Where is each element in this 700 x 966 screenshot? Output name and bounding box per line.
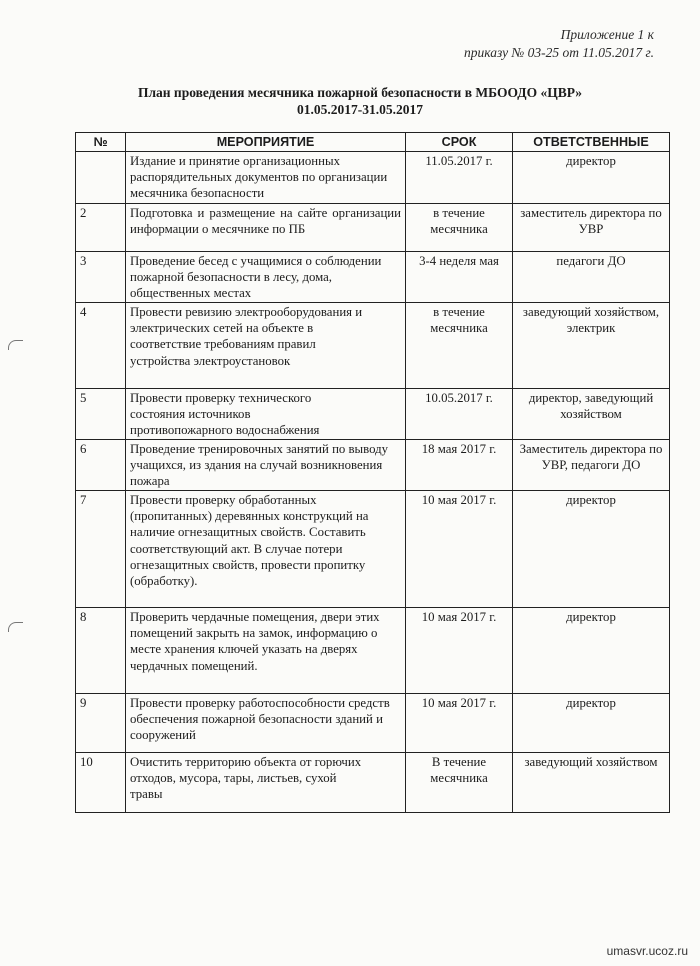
appendix-note: [464, 26, 654, 62]
row-responsible: заведующий хозяйством, электрик: [513, 303, 670, 389]
table-row: [76, 204, 670, 252]
column-header-responsible: ОТВЕТСТВЕННЫЕ: [513, 133, 670, 152]
row-responsible: директор, заведующий хозяйством: [513, 389, 670, 440]
row-date: 3-4 неделя мая: [406, 252, 513, 303]
table-row: [76, 152, 670, 204]
site-watermark: umasvr.ucoz.ru: [606, 944, 688, 958]
table-header-row: [76, 133, 670, 152]
row-date: в течение месячника: [406, 303, 513, 389]
punch-hole-mark: [8, 340, 23, 350]
row-date: 10 мая 2017 г.: [406, 491, 513, 608]
table-row: [76, 491, 670, 608]
row-responsible: директор: [513, 694, 670, 753]
row-responsible: заведующий хозяйством: [513, 753, 670, 813]
table-row: [76, 608, 670, 694]
row-number: 7: [76, 491, 126, 608]
row-event: Проверить чердачные помещения, двери этих помещений закрыть на замок, информацию о месте хранения ключей указать на дверях чердачных помещений.: [126, 608, 406, 694]
row-number: 8: [76, 608, 126, 694]
column-header-date: СРОК: [406, 133, 513, 152]
row-number: 6: [76, 440, 126, 491]
plan-table: [75, 132, 670, 813]
row-event: Подготовка и размещение на сайте организации информации о месячнике по ПБ: [126, 204, 406, 252]
table-row: [76, 440, 670, 491]
punch-hole-mark: [8, 622, 23, 632]
row-number: 9: [76, 694, 126, 753]
appendix-line-1: Приложение 1 к: [560, 27, 654, 42]
table-row: [76, 389, 670, 440]
row-date: в течение месячника: [406, 204, 513, 252]
column-header-event: МЕРОПРИЯТИЕ: [126, 133, 406, 152]
row-responsible: заместитель директора по УВР: [513, 204, 670, 252]
appendix-line-2: приказу № 03-25 от 11.05.2017 г.: [464, 45, 654, 60]
row-event: Провести проверку работоспособности средств обеспечения пожарной безопасности зданий и сооружений: [126, 694, 406, 753]
column-header-number: №: [76, 133, 126, 152]
table-row: [76, 303, 670, 389]
row-responsible: директор: [513, 608, 670, 694]
row-date: 18 мая 2017 г.: [406, 440, 513, 491]
row-responsible: директор: [513, 491, 670, 608]
row-date: 10.05.2017 г.: [406, 389, 513, 440]
row-event: Проведение тренировочных занятий по выводу учащихся, из здания на случай возникновения пожара: [126, 440, 406, 491]
table-row: [76, 753, 670, 813]
table-row: [76, 694, 670, 753]
row-responsible: педагоги ДО: [513, 252, 670, 303]
table-row: [76, 252, 670, 303]
row-date: 10 мая 2017 г.: [406, 694, 513, 753]
row-number: 4: [76, 303, 126, 389]
row-number: 3: [76, 252, 126, 303]
row-event: Проведение бесед с учащимися о соблюдении пожарной безопасности в лесу, дома, общественных местах: [126, 252, 406, 303]
row-date: 11.05.2017 г.: [406, 152, 513, 204]
row-number: 2: [76, 204, 126, 252]
document-title: [60, 84, 660, 118]
row-date: 10 мая 2017 г.: [406, 608, 513, 694]
row-responsible: Заместитель директора по УВР, педагоги ДО: [513, 440, 670, 491]
row-number: [76, 152, 126, 204]
row-date: В течение месячника: [406, 753, 513, 813]
row-event: Провести проверку обработанных (пропитанных) деревянных конструкций на наличие огнезащитных свойств. Составить соответствующий акт. В случае потери огнезащитных свойств, провести пропитку (обработку).: [126, 491, 406, 608]
row-event: Очистить территорию объекта от горючих отходов, мусора, тары, листьев, сухой травы: [126, 753, 406, 813]
row-number: 10: [76, 753, 126, 813]
row-responsible: директор: [513, 152, 670, 204]
row-event: Провести проверку технического состояния источников противопожарного водоснабжения: [126, 389, 406, 440]
row-event: Провести ревизию электрооборудования и электрических сетей на объекте в соответствие требованиям правил устройства электроустановок: [126, 303, 406, 389]
title-line-1: План проведения месячника пожарной безопасности в МБООДО «ЦВР»: [137, 85, 583, 100]
row-event: Издание и принятие организационных распорядительных документов по организации месячника безопасности: [126, 152, 406, 204]
title-line-2: 01.05.2017-31.05.2017: [297, 102, 423, 117]
row-number: 5: [76, 389, 126, 440]
